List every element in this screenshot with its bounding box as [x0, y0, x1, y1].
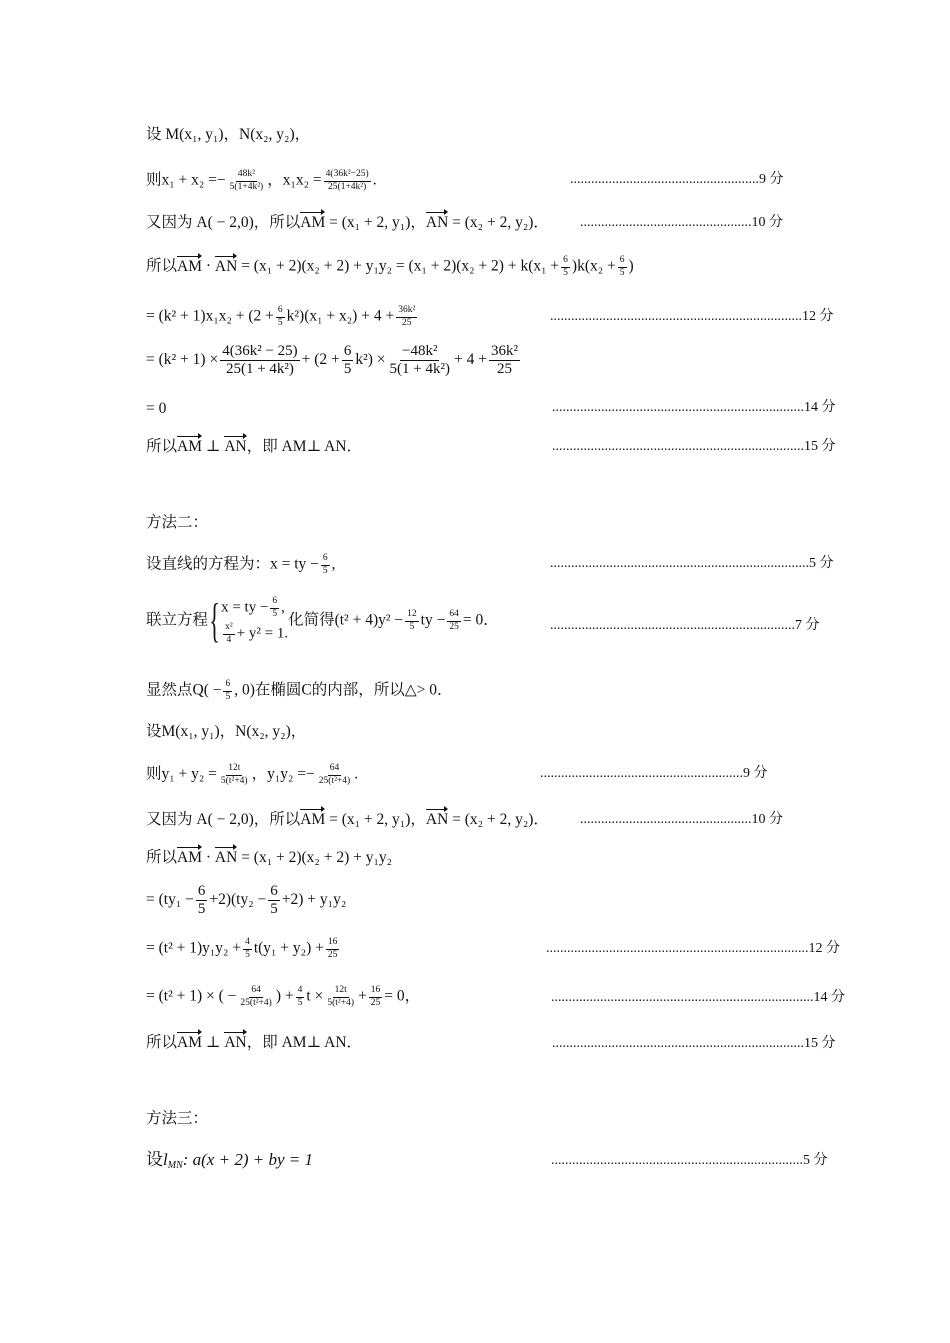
m1-line-set-points: 设 M(x₁, y₁)，N(x₂, y₂)，: [146, 126, 311, 143]
m2-line-interior-point: 显然点Q( − $\frac{6}{5}$ , 0)在椭圆C的内部，所以△> 0．: [146, 679, 453, 702]
m1-score-12: ........................................................................12 分: [550, 309, 834, 324]
m2-line-line-equation: 设直线的方程为：x = ty − $\frac{6}{5}$ ,: [146, 553, 336, 576]
m1-line-expand: = (k² + 1)x₁x₂ + (2 + $\frac{6}{5}$ k²)(x₁ + x₂) + 4 + $\frac{\text{36k²}}{25}$: [146, 305, 416, 328]
m2-score-10: .................................................10 分: [580, 812, 783, 827]
m2-line-conclusion: 所以AM ⊥ AN，即 AM⊥ AN．: [146, 1034, 363, 1051]
m1-line-vectors: 又因为 A( − 2,0)，所以AM = (x₁ + 2, y₁)，AN = (x₂ + 2, y₂)．: [146, 214, 549, 231]
m2-score-14: ...........................................................................14 分: [551, 990, 845, 1005]
m2-line-expand: = (t² + 1)y₁y₂ + $\frac{4}{5}$ t(y₁ + y₂) + $\frac{16}{25}$: [146, 937, 338, 960]
m1-line-substitute: = (k² + 1) × $\frac{\text{4(36k² − 25)}}{\text{25(1 + 4k²)}}$ + (2 + $\frac{6}{5}$ k²) × $\frac{\text{−48k²}}{\text{5(1 + 4k²)}}$ + 4 + $\frac{\text{36k²}}{25}$: [146, 343, 518, 377]
m2-line-system: 联立方程{ x = ty − $\frac{6}{5}$ , $\frac{\text{x²}}{4}$ + y² = 1. 化简得(t² + 4)y² − $\frac{12}{5}$ ty − $\frac{64}{25}$ = 0．: [146, 593, 499, 647]
m3-title: 方法三：: [146, 1110, 209, 1127]
m2-score-15: ........................................................................15 分: [552, 1036, 836, 1051]
m2-line-substitute-x: = (ty₁ − $\frac{6}{5}$ +2)(ty₂ − $\frac{6}{5}$ +2) + y₁y₂: [146, 883, 347, 917]
m1-score-15: ........................................................................15 分: [552, 439, 836, 454]
m3-score-5: ........................................................................5 分: [551, 1153, 828, 1168]
m2-line-dot-product: 所以AM · AN = (x₁ + 2)(x₂ + 2) + y₁y₂: [146, 849, 393, 866]
m1-line-zero: = 0: [146, 400, 167, 417]
m2-line-vieta: 则y₁ + y₂ = $\frac{12t}{\text{5(t²+4)}}$ ，y₁y₂ =− $\frac{64}{\text{25(t²+4)}}$ .: [146, 763, 359, 786]
m2-line-final-calc: = (t² + 1) × ( − $\frac{64}{\text{25(t²+4)}}$ ) + $\frac{4}{5}$ t × $\frac{12t}{\text{5(t²+4)}}$ + $\frac{16}{25}$ = 0，: [146, 985, 421, 1008]
m2-score-12: ...........................................................................12 分: [546, 941, 840, 956]
m2-line-set-points: 设M(x₁, y₁)，N(x₂, y₂)，: [146, 723, 307, 740]
m1-line-dot-product: 所以AM · AN = (x₁ + 2)(x₂ + 2) + y₁y₂ = (x₁ + 2)(x₂ + 2) + k(x₁ + $\frac{6}{5}$ )k(x₂ + $\frac{6}{5}$ ): [146, 255, 634, 278]
m2-line-vectors: 又因为 A( − 2,0)，所以AM = (x₁ + 2, y₁)，AN = (x₂ + 2, y₂)．: [146, 811, 549, 828]
m3-line-setup: 设$l_{MN}$: a(x + 2) + by = 1: [146, 1150, 313, 1171]
m1-line-conclusion: 所以AM ⊥ AN，即 AM⊥ AN．: [146, 438, 363, 455]
m2-score-9: ..........................................................9 分: [540, 766, 768, 781]
m2-title: 方法二：: [146, 514, 209, 531]
m2-score-5: ..........................................................................5 分: [550, 556, 834, 571]
m2-score-7: ......................................................................7 分: [550, 618, 820, 633]
m1-score-14: ........................................................................14 分: [552, 400, 836, 415]
m1-score-10: .................................................10 分: [580, 215, 783, 230]
m1-score-9: ......................................................9 分: [570, 172, 784, 187]
m1-line-vieta: 则x₁ + x₂ =− $\frac{\text{48k²}}{\text{5(1+4k²)}}$ ，x₁x₂ = $\frac{\text{4(36k²−25)}}{\text{25(1+4k²)}}$ .: [146, 169, 377, 192]
